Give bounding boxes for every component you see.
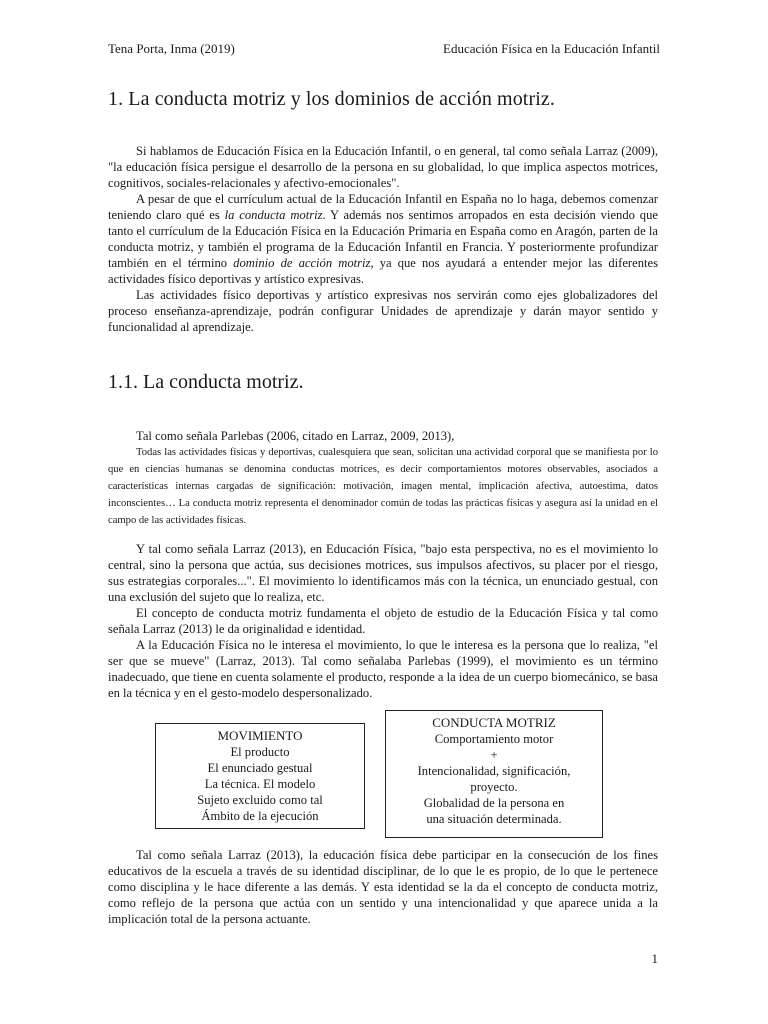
section-1-1-closing (108, 847, 658, 927)
header-author: Tena Porta, Inma (2019) (108, 41, 235, 56)
paragraph: Tal como señala Larraz (2013), la educación física debe participar en la consecución de los fines educativos de la escuela a través de su identidad disciplinar, de lo que le es propio, de lo que le pertenece como disciplina y le hace diferente a las demás. Y esta identidad se la da el concepto de conducta motriz, como reflejo de la persona que actúa con un sentido y una intencionalidad y que aparece unida a la implicación total de la persona actuante. (108, 848, 658, 926)
block-quote (108, 444, 658, 529)
text-run: , ya que nos ayudará a entender mejor las diferentes actividades físico deportivas y artístico expresivas. (108, 256, 659, 286)
conducta-motriz-box (385, 710, 603, 838)
box-line: Comportamiento motor (434, 732, 554, 746)
box-line: + (490, 748, 498, 762)
section-1-1-intro (108, 428, 658, 444)
paragraph: Si hablamos de Educación Física en la Educación Infantil, o en general, tal como señala Larraz (2009), "la educación física persigue el desarrollo de la persona en su globalidad, lo que implica aspectos motrices, cognitivos, sociales-relacionales y afectivo-emocionales". (108, 144, 658, 190)
paragraph (108, 191, 658, 287)
box-title: MOVIMIENTO (217, 728, 303, 743)
box-title: CONDUCTA MOTRIZ (432, 715, 556, 730)
section-1-body (108, 143, 658, 335)
box-line: proyecto. (470, 780, 518, 794)
quote-text: Todas las actividades físicas y deportivas, cualesquiera que sean, solicitan una actividad corporal que se manifiesta por lo que en ciencias humanas se denomina conductas motrices, es decir comportamientos motores observables, asociados a características internas cargadas de significación: motivación, imagen mental, implicación afectiva, autoestima, datos inconscientes… La conducta motriz representa el denominador común de todas las prácticas físicas y asegura así la unidad en el campo de las actividades físicas. (108, 447, 658, 526)
box-line: Globalidad de la persona en (423, 796, 565, 810)
emphasis-text: la conducta motriz (224, 208, 323, 222)
box-line: Intencionalidad, significación, (417, 764, 571, 778)
emphasis-text: dominio de acción motriz (233, 256, 371, 270)
box-line: una situación determinada. (426, 812, 562, 826)
paragraph: Y tal como señala Larraz (2013), en Educación Física, "bajo esta perspectiva, no es el movimiento lo central, sino la persona que actúa, sus decisiones motrices, sus impulsos afectivos, su placer por el riesgo, sus estrategias corporales...". El movimiento lo identificamos más con la técnica, un enunciado gestual, con una exclusión del sujeto que lo realiza, etc. (108, 542, 658, 604)
header-doc-title: Educación Física en la Educación Infantil (443, 41, 660, 56)
section-1-title: 1. La conducta motriz y los dominios de acción motriz. (108, 88, 555, 110)
paragraph: El concepto de conducta motriz fundamenta el objeto de estudio de la Educación Física y tal como señala Larraz (2013) le da originalidad e identidad. (108, 606, 658, 636)
section-1-1-body (108, 541, 658, 701)
paragraph: Las actividades físico deportivas y artístico expresivas nos servirán como ejes globalizadores del proceso enseñanza-aprendizaje, podrán configurar Unidades de aprendizaje y darán mayor sentido y funcionalidad al aprendizaje. (108, 288, 658, 334)
paragraph: Tal como señala Parlebas (2006, citado en Larraz, 2009, 2013), (136, 429, 455, 443)
movimiento-box (155, 723, 365, 829)
box-line: Ámbito de la ejecución (201, 809, 319, 823)
page-number: 1 (651, 951, 658, 966)
box-line: La técnica. El modelo (204, 777, 316, 791)
box-line: El enunciado gestual (207, 761, 313, 775)
text-run: A pesar de que el currículum actual de la Educación Infantil en España no lo haga, debemos comenzar teniendo claro qué es (108, 192, 658, 222)
box-line: Sujeto excluido como tal (197, 793, 323, 807)
paragraph: A la Educación Física no le interesa el movimiento, lo que le interesa es la persona que lo realiza, "el ser que se mueve" (Larraz, 2013). Tal como señalaba Parlebas (1999), el movimiento es un término inadecuado, que tiene en cuenta solamente el producto, responde a la idea de un cuerpo biomecánico, se basa en la técnica y en el gesto-modelo despersonalizado. (108, 638, 658, 700)
section-1-1-title: 1.1. La conducta motriz. (108, 371, 304, 393)
box-line: El producto (230, 745, 290, 759)
text-run: . Y además nos sentimos arropados en esta decisión viendo que tanto el currículum de la Educación Física en la Educación Primaria en España como en Aragón, parten de la conducta motriz, y también el programa de la Educación Infantil en Francia. Y posteriormente profundizar también en el término (108, 208, 658, 270)
